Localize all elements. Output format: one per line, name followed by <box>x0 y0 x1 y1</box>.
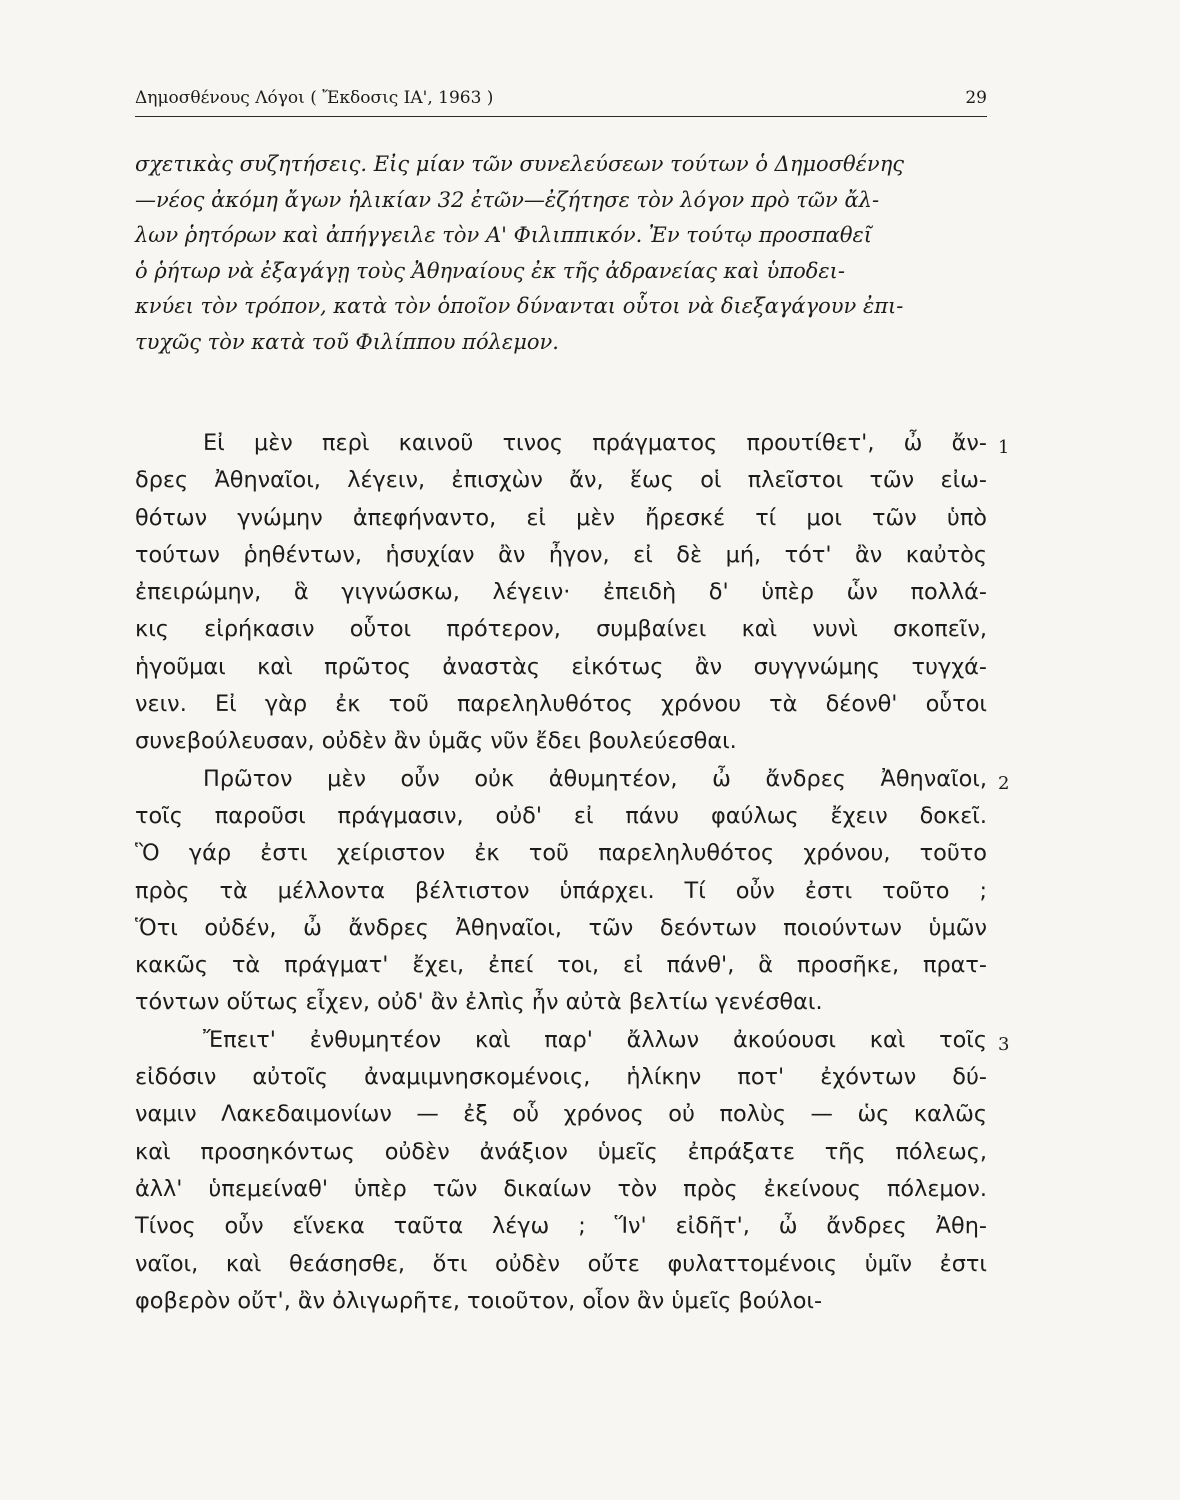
text-line-content: Ἔπειτ' ἐνθυμητέον καὶ παρ' ἄλλων ἀκούουσι καὶ τοῖς <box>203 1026 987 1053</box>
text-line-content: τοῖς παροῦσι πράγμασιν, οὐδ' εἰ πάνυ φαύλως ἔχειν δοκεῖ. <box>135 802 987 829</box>
introduction-paragraph <box>135 147 987 360</box>
text-line-content: Τίνος οὖν εἵνεκα ταῦτα λέγω ; Ἵν' εἰδῆτ', ὦ ἄνδρες Ἀθη- <box>135 1213 987 1240</box>
text-line <box>135 947 987 984</box>
text-line-content: συνεβούλευσαν, οὐδὲν ἂν ὑμᾶς νῦν ἔδει βουλεύεσθαι. <box>135 728 737 755</box>
text-line-content: καὶ προσηκόντως οὐδὲν ἀνάξιον ὑμεῖς ἐπράξατε τῆς πόλεως, <box>135 1138 987 1165</box>
text-line-content: Ὃ γάρ ἐστι χείριστον ἐκ τοῦ παρεληλυθότος χρόνου, τοῦτο <box>135 840 987 867</box>
text-line <box>135 761 1010 798</box>
text-line-content: ἐπειρώμην, ἃ γιγνώσκω, λέγειν· ἐπειδὴ δ' ὑπὲρ ὧν πολλά- <box>135 579 987 606</box>
text-line-content: τούτων ῥηθέντων, ἡσυχίαν ἂν ἦγον, εἰ δὲ μή, τότ' ἂν καὐτὸς <box>135 541 987 568</box>
text-line-content: εἰδόσιν αὐτοῖς ἀναμιμνησκομένοις, ἡλίκην ποτ' ἐχόντων δύ- <box>135 1064 987 1091</box>
text-line <box>135 873 987 910</box>
text-line <box>135 1096 987 1133</box>
text-line-content: δρες Ἀθηναῖοι, λέγειν, ἐπισχὼν ἄν, ἕως οἱ πλεῖστοι τῶν εἰω- <box>135 467 987 494</box>
running-title: Δημοσθένους Λόγοι ( Ἔκδοσις ΙΑ', 1963 ) <box>135 88 494 108</box>
text-line-content: ναμιν Λακεδαιμονίων — ἐξ οὗ χρόνος οὐ πολὺς — ὡς καλῶς <box>135 1101 987 1128</box>
text-line <box>135 798 987 835</box>
text-line <box>135 1208 987 1245</box>
running-header <box>135 86 987 117</box>
text-line <box>135 1246 987 1283</box>
section-number: 1 <box>998 437 1010 458</box>
text-line <box>135 1171 987 1208</box>
text-line <box>135 723 987 760</box>
main-text <box>135 425 1010 1320</box>
section-number: 3 <box>998 1033 1010 1055</box>
page-number: 29 <box>965 88 987 108</box>
text-line-content: ναῖοι, καὶ θεάσησθε, ὅτι οὐδὲν οὔτε φυλαττομένοις ὑμῖν ἐστι <box>135 1250 987 1277</box>
intro-line: σχετικὰς συζητήσεις. Εἰς μίαν τῶν συνελεύσεων τούτων ὁ Δημοσθένης <box>135 152 905 176</box>
section-number: 2 <box>998 772 1010 794</box>
text-line-content: πρὸς τὰ μέλλοντα βέλτιστον ὑπάρχει. Τί οὖν ἐστι τοῦτο ; <box>135 877 987 904</box>
text-line <box>135 1283 987 1320</box>
text-line <box>135 574 987 611</box>
text-line <box>135 835 987 872</box>
intro-line: τυχῶς τὸν κατὰ τοῦ Φιλίππου πόλεμον. <box>135 329 559 354</box>
text-line <box>135 1134 987 1171</box>
text-line-content: θότων γνώμην ἀπεφήναντο, εἰ μὲν ἤρεσκέ τί μοι τῶν ὑπὸ <box>135 504 987 531</box>
intro-line: λων ῥητόρων καὶ ἀπήγγειλε τὸν Α' Φιλιππικόν. Ἐν τούτῳ προσπαθεῖ <box>135 223 872 247</box>
text-line <box>135 910 987 947</box>
intro-line: —νέος ἀκόμη ἄγων ἡλικίαν 32 ἐτῶν—ἐζήτησε τὸν λόγον πρὸ τῶν ἄλ- <box>135 187 880 212</box>
text-line <box>135 425 1010 462</box>
text-line-content: Εἰ μὲν περὶ καινοῦ τινος πράγματος προυτίθετ', ὦ ἄν- <box>203 430 987 456</box>
text-line <box>135 462 987 499</box>
text-line <box>135 1059 987 1096</box>
text-line <box>135 500 987 537</box>
text-line-content: ἀλλ' ὑπεμείναθ' ὑπὲρ τῶν δικαίων τὸν πρὸς ἐκείνους πόλεμον. <box>135 1175 987 1202</box>
intro-line: ὁ ῥήτωρ νὰ ἐξαγάγῃ τοὺς Ἀθηναίους ἐκ τῆς ἀδρανείας καὶ ὑποδει- <box>135 258 845 283</box>
text-line-content: κακῶς τὰ πράγματ' ἔχει, ἐπεί τοι, εἰ πάνθ', ἃ προσῆκε, πρατ- <box>135 952 987 979</box>
text-line <box>135 686 987 723</box>
text-line <box>135 649 987 686</box>
text-line <box>135 611 987 648</box>
text-line-content: φοβερὸν οὔτ', ἂν ὀλιγωρῆτε, τοιοῦτον, οἷον ἂν ὑμεῖς βούλοι- <box>135 1287 823 1314</box>
text-line-content: κις εἰρήκασιν οὗτοι πρότερον, συμβαίνει καὶ νυνὶ σκοπεῖν, <box>135 616 987 643</box>
text-line <box>135 1022 1010 1059</box>
text-line <box>135 537 987 574</box>
text-line-content: ἡγοῦμαι καὶ πρῶτος ἀναστὰς εἰκότως ἂν συγγνώμης τυγχά- <box>135 653 987 680</box>
text-line-content: Πρῶτον μὲν οὖν οὐκ ἀθυμητέον, ὦ ἄνδρες Ἀθηναῖοι, <box>203 765 987 792</box>
text-line-content: τόντων οὕτως εἶχεν, οὐδ' ἂν ἐλπὶς ἦν αὐτὰ βελτίω γενέσθαι. <box>135 989 823 1016</box>
text-line-content: νειν. Εἰ γὰρ ἐκ τοῦ παρεληλυθότος χρόνου τὰ δέονθ' οὗτοι <box>135 691 987 718</box>
intro-line: κνύει τὸν τρόπον, κατὰ τὸν ὁποῖον δύνανται οὗτοι νὰ διεξαγάγουν ἐπι- <box>135 294 904 318</box>
text-line-content: Ὅτι οὐδέν, ὦ ἄνδρες Ἀθηναῖοι, τῶν δεόντων ποιούντων ὑμῶν <box>135 914 987 941</box>
text-line <box>135 984 987 1021</box>
